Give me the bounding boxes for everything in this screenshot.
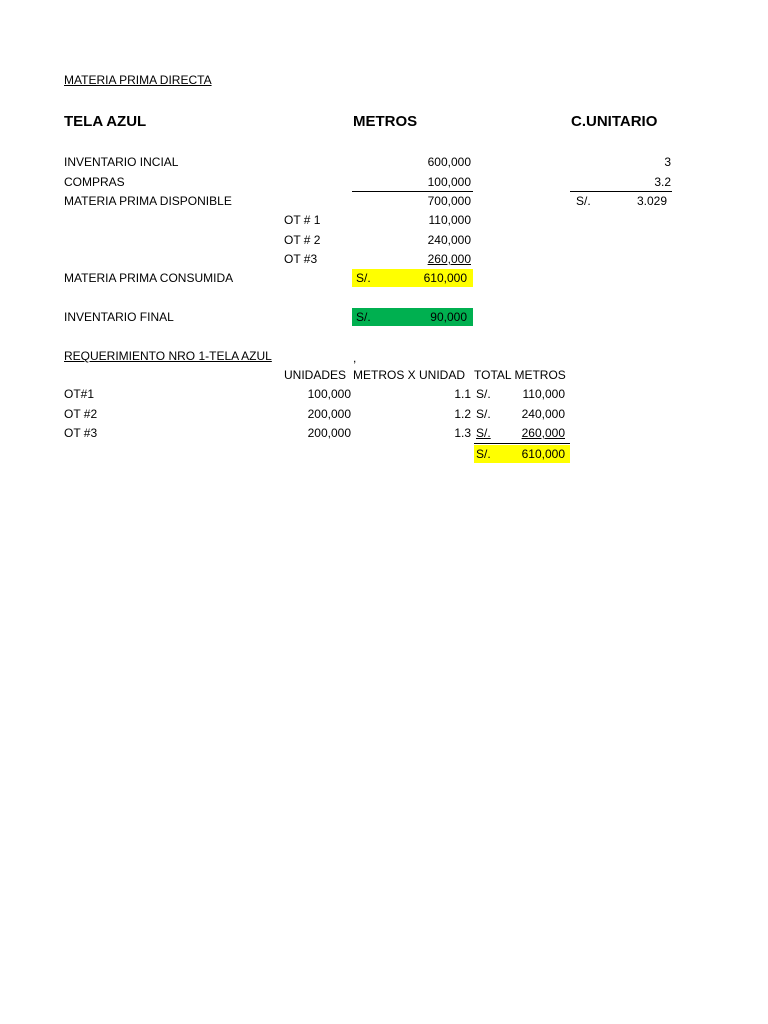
order-label: OT # 2 [284, 233, 321, 247]
final-currency: S/. [356, 310, 371, 324]
requirement-row-mpu: 1.2 [454, 407, 471, 421]
initial-inventory-value: 600,000 [427, 155, 471, 169]
stray-mark: , [353, 351, 357, 365]
available-currency: S/. [576, 194, 591, 208]
requirement-total-value: 610,000 [521, 447, 565, 461]
purchases-underline [352, 191, 473, 192]
units-column-header: UNIDADES [284, 368, 347, 382]
order-label: OT #3 [284, 252, 318, 266]
consumed-value: 610,000 [423, 271, 467, 285]
purchases-cost: 3.2 [654, 175, 671, 189]
requirement-row-currency: S/. [476, 426, 491, 440]
requirement-row-label: OT#1 [64, 387, 95, 401]
available-value: 700,000 [427, 194, 471, 208]
requirement-row-units: 200,000 [307, 426, 351, 440]
initial-inventory-label: INVENTARIO INCIAL [64, 155, 179, 169]
metros-header: METROS [353, 113, 418, 130]
initial-inventory-cost: 3 [664, 155, 671, 169]
purchases-label: COMPRAS [64, 175, 125, 189]
order-value: 110,000 [428, 213, 471, 227]
final-inventory-value: 90,000 [430, 310, 467, 324]
requirement-row-label: OT #3 [64, 426, 98, 440]
order-label: OT # 1 [284, 213, 321, 227]
purchases-value: 100,000 [427, 175, 471, 189]
requirement-total-currency: S/. [476, 447, 491, 461]
requirement-row-total: 110,000 [522, 387, 565, 401]
requirement-row-mpu: 1.3 [454, 426, 471, 440]
requirement-row-currency: S/. [476, 387, 491, 401]
available-label: MATERIA PRIMA DISPONIBLE [64, 194, 232, 208]
total-meters-column-header: TOTAL METROS [474, 368, 566, 382]
consumed-label: MATERIA PRIMA CONSUMIDA [64, 271, 234, 285]
order-value: 240,000 [427, 233, 471, 247]
unit-cost-header: C.UNITARIO [571, 113, 658, 130]
requirement-row-units: 100,000 [307, 387, 351, 401]
meters-per-unit-column-header: METROS X UNIDAD [353, 368, 466, 382]
section-title: MATERIA PRIMA DIRECTA [64, 73, 212, 87]
order-value: 260,000 [427, 252, 471, 266]
purchases-cost-underline [570, 191, 672, 192]
final-inventory-label: INVENTARIO FINAL [64, 310, 174, 324]
requirement-title: REQUERIMIENTO NRO 1-TELA AZUL [64, 349, 272, 363]
requirement-row-label: OT #2 [64, 407, 98, 421]
requirement-row-total: 240,000 [521, 407, 565, 421]
available-cost: 3.029 [636, 194, 667, 208]
item-header: TELA AZUL [64, 113, 147, 130]
requirement-row-mpu: 1.1 [454, 387, 471, 401]
requirement-row-units: 200,000 [307, 407, 351, 421]
consumed-currency: S/. [356, 271, 371, 285]
requirement-row-total: 260,000 [521, 426, 565, 440]
requirement-total-double-underline [474, 443, 570, 444]
requirement-row-currency: S/. [476, 407, 491, 421]
